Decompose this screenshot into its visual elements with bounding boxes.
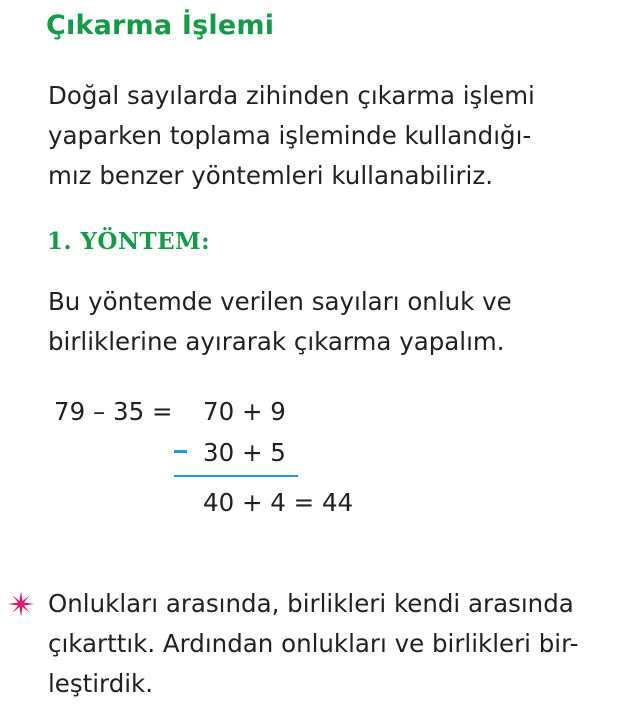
intro-paragraph	[48, 76, 603, 196]
operation-row-tens-ones-2: 30 + 5	[203, 438, 286, 467]
operation-rule	[174, 475, 298, 477]
method-paragraph	[48, 282, 603, 362]
note-line: çıkarttık. Ardından onlukları ve birlikleri bir-	[48, 629, 579, 658]
intro-line: Doğal sayılarda zihinden çıkarma işlemi	[48, 81, 535, 110]
note-line: Onlukları arasında, birlikleri kendi arasında	[48, 589, 574, 618]
method-heading: 1. YÖNTEM:	[47, 228, 211, 255]
intro-line: mız benzer yöntemleri kullanabiliriz.	[48, 161, 494, 190]
method-line: Bu yöntemde verilen sayıları onluk ve	[48, 287, 512, 316]
minus-sign-icon	[174, 450, 187, 453]
operation-row-tens-ones-1: 70 + 9	[203, 397, 286, 426]
note-paragraph	[48, 584, 605, 704]
note-line: leştirdik.	[48, 669, 154, 698]
operation-lhs: 79 – 35 =	[54, 397, 173, 426]
method-line: birliklerine ayırarak çıkarma yapalım.	[48, 327, 505, 356]
page-title: Çıkarma İşlemi	[46, 10, 275, 41]
operation-result: 40 + 4 = 44	[203, 488, 354, 517]
star-icon	[6, 589, 36, 619]
intro-line: yaparken toplama işleminde kullandığı-	[48, 121, 532, 150]
